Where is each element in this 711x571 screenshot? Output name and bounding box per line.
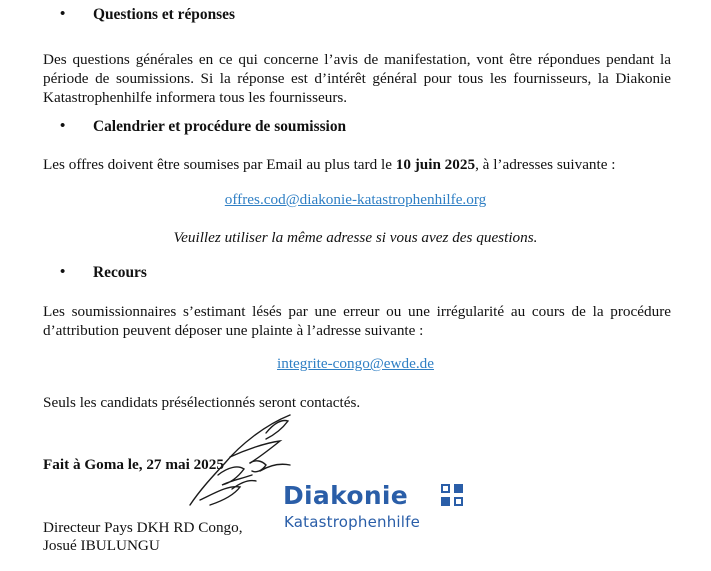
heading-questions: Questions et réponses xyxy=(93,6,235,23)
deadline-date: 10 juin 2025 xyxy=(395,156,476,173)
recourse-email-row xyxy=(0,355,711,373)
submission-text-after: , à l’adresses suivante : xyxy=(475,156,616,173)
paragraph-questions: Des questions générales en ce qui concerne l’avis de manifestation, vont être répondues pendant la période de soumissions. Si la réponse est d’intérêt général pour tous les fournisseurs, la Diakonie Katastrophenhilfe informera tous les fournisseurs. xyxy=(43,51,671,106)
bullet: • xyxy=(60,118,66,134)
submission-email-row xyxy=(0,191,711,209)
bullet: • xyxy=(60,264,66,280)
heading-calendar: Calendrier et procédure de soumission xyxy=(93,118,347,135)
closing-note: Seuls les candidats présélectionnés seront contactés. xyxy=(43,394,361,411)
recourse-email-link[interactable]: integrite-congo@ewde.de xyxy=(277,355,434,372)
logo-line2: Katastrophenhilfe xyxy=(284,513,421,531)
diakonie-cross-icon xyxy=(441,484,463,506)
paragraph-recourse: Les soumissionnaires s’estimant lésés par une erreur ou une irrégularité au cours de la procédure d’attribution peuvent déposer une plainte à l’adresse suivante : xyxy=(43,303,671,339)
place-date: Fait à Goma le, 27 mai 2025 xyxy=(43,456,224,473)
logo-line1: Diakonie xyxy=(283,481,409,510)
submission-note: Veuillez utiliser la même adresse si vous avez des questions. xyxy=(173,229,538,246)
signatory-name: Josué IBULUNGU xyxy=(43,537,160,554)
heading-recourse: Recours xyxy=(93,264,147,281)
submission-text-before: Les offres doivent être soumises par Email au plus tard le xyxy=(43,156,396,173)
signatory-title: Directeur Pays DKH RD Congo, xyxy=(43,519,243,536)
bullet: • xyxy=(60,6,66,22)
submission-line xyxy=(43,155,616,174)
handwritten-signature xyxy=(170,405,300,515)
submission-email-link[interactable]: offres.cod@diakonie-katastrophenhilfe.org xyxy=(224,191,487,208)
